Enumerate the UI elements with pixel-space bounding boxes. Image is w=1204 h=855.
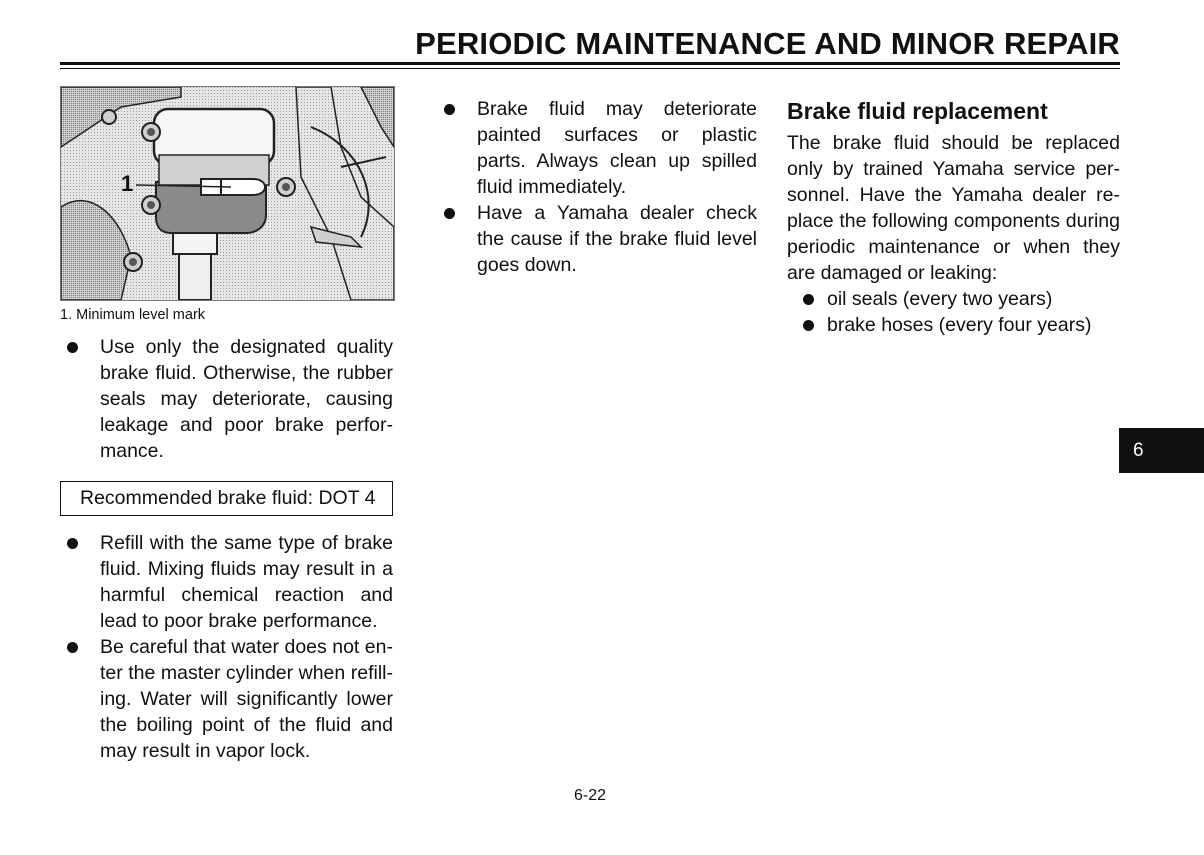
bullet-item: Be careful that water does not enter the master cylinder when refilling. Water will significantly lower the boiling point of the fluid and may result in vapor lock. [60,634,393,764]
list-item: brake hoses (every four years) [787,312,1120,338]
callout-number: 1 [121,171,134,196]
section-heading: Brake fluid replacement [787,98,1048,124]
page-number: 6-22 [574,787,607,804]
replacement-items-list [787,286,1120,338]
left-column-bottom [60,530,393,764]
left-column-top [60,334,393,464]
bullet-item: Brake fluid may deteriorate painted surfaces or plastic parts. Always clean up spilled fluid immediately. [437,96,757,200]
bullet-item: Refill with the same type of brake fluid. Mixing fluids may result in a harmful chemical reaction and lead to poor brake performance. [60,530,393,634]
recommended-fluid-box: Recommended brake fluid: DOT 4 [60,481,393,516]
right-column [787,96,1120,338]
chapter-tab: 6 [1119,428,1204,473]
list-item: oil seals (every two years) [787,286,1120,312]
middle-bullet-list [437,96,757,278]
page-header-title: PERIODIC MAINTENANCE AND MINOR REPAIR [415,26,1120,61]
left-bullet-list-bottom [60,530,393,764]
bullet-item: Use only the designated quality brake fluid. Otherwise, the rubber seals may deteriorate, causing leakage and poor brake performance. [60,334,393,464]
figure-caption: 1. Minimum level mark [60,307,206,323]
left-bullet-list-top [60,334,393,464]
section-body: The brake fluid should be replaced only by trained Yamaha service personnel. Have the Yamaha dealer replace the following components during periodic maintenance or when they are damaged or leaking: [787,132,1120,284]
brake-reservoir-illustration [60,86,395,301]
header-rule-thick [60,62,1120,65]
header-rule-thin [60,68,1120,69]
bullet-item: Have a Yamaha dealer check the cause if the brake fluid level goes down. [437,200,757,278]
middle-column [437,96,757,278]
